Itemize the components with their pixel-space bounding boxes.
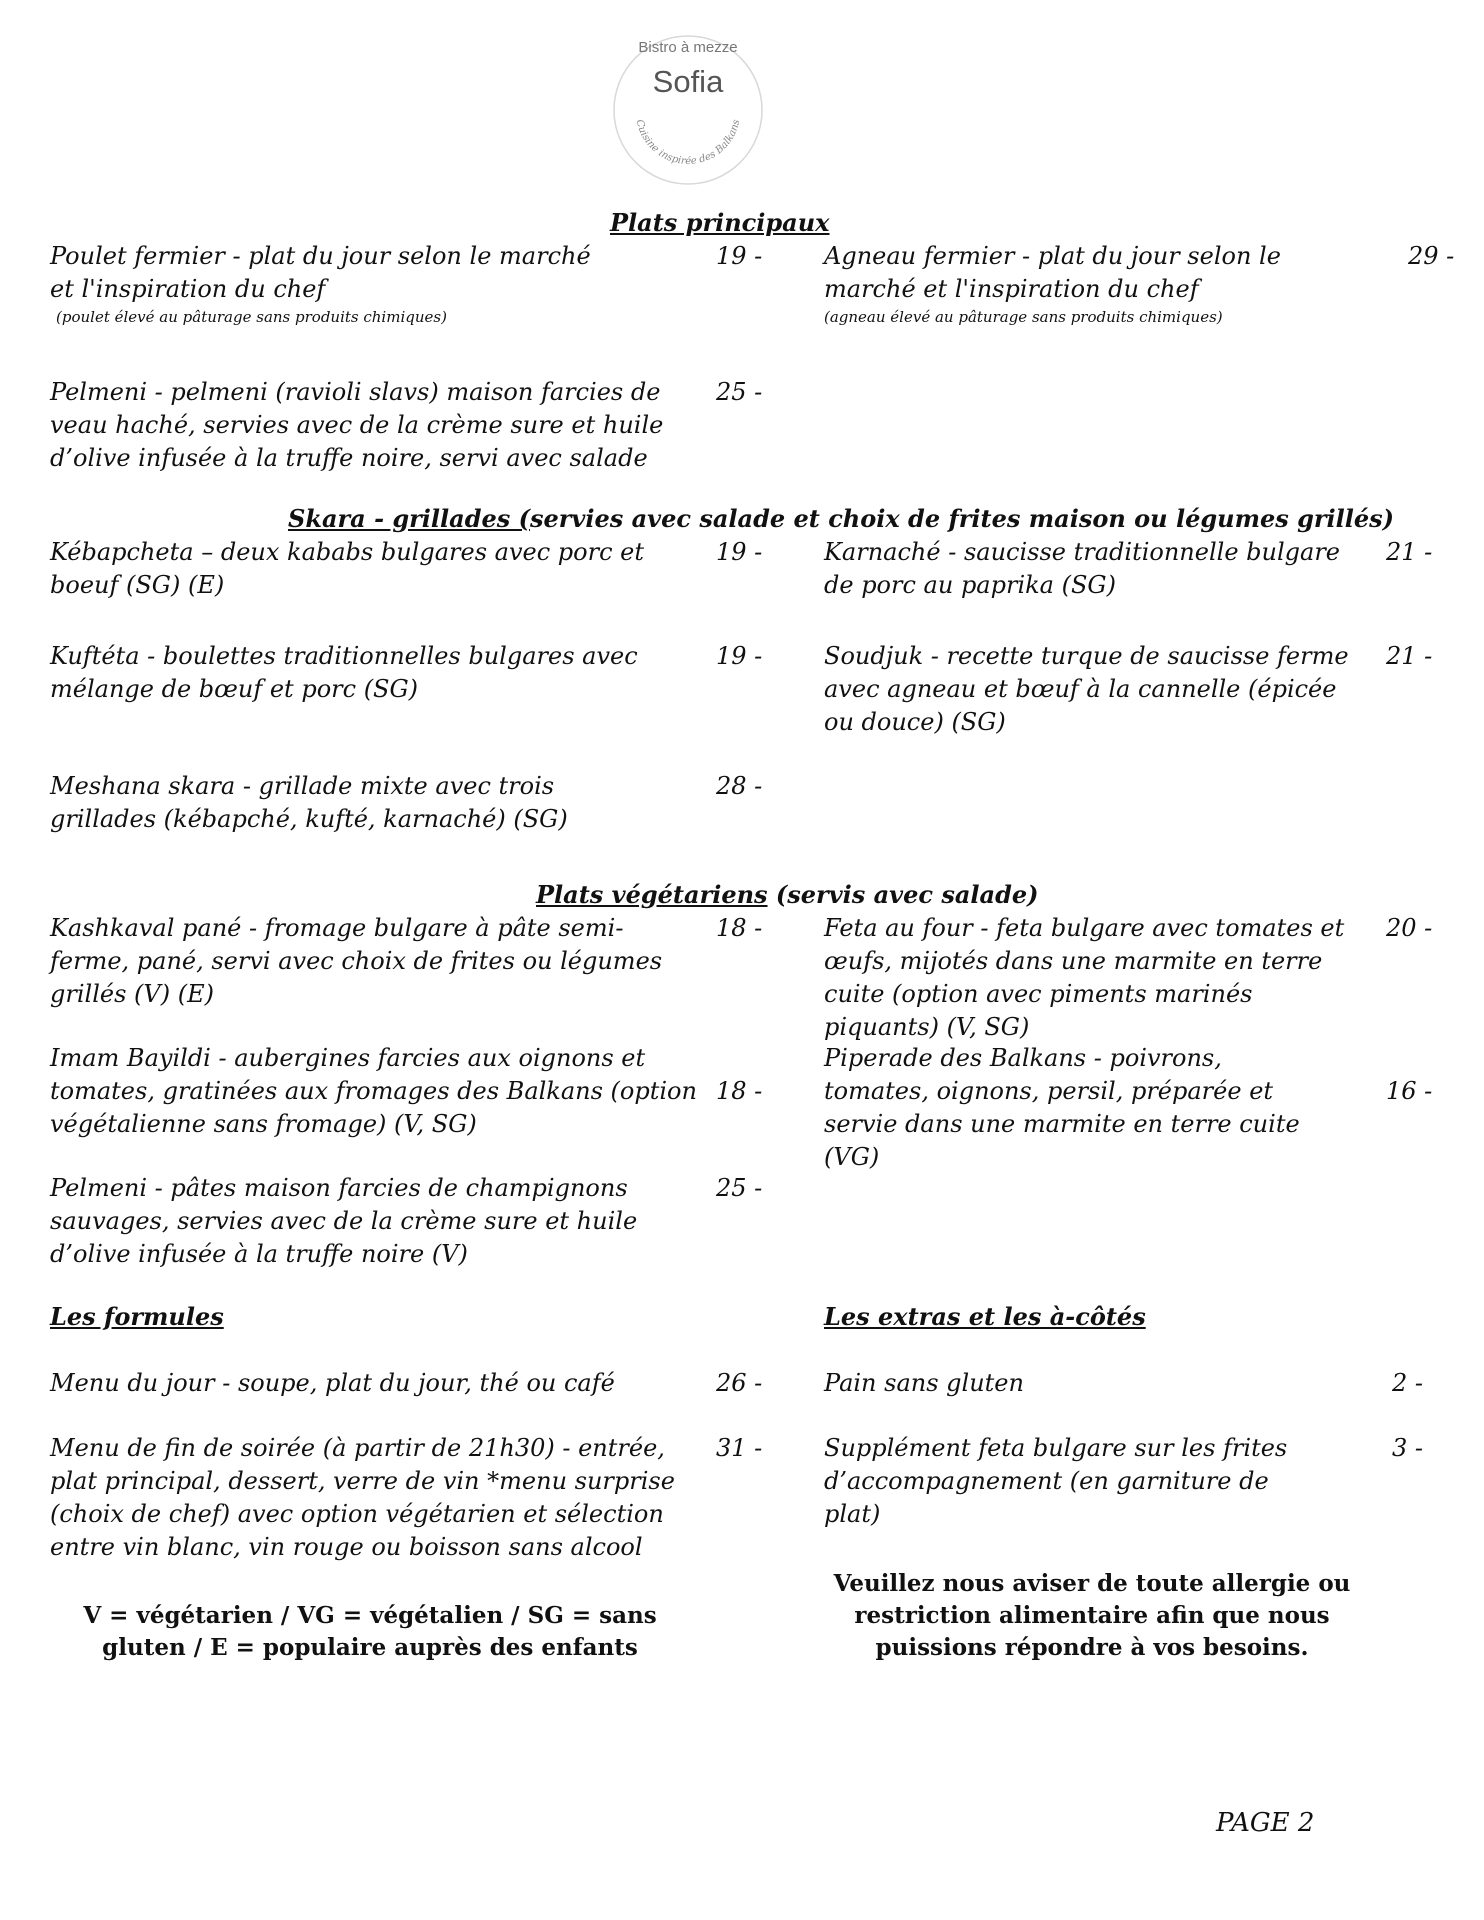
menu-item-karnache-price: 21 - (1386, 538, 1433, 566)
menu-item-kufteta-price: 19 - (716, 642, 763, 670)
section-title-vegetariens-underlined: Plats végétariens (536, 880, 768, 909)
section-title-formules: Les formules (50, 1302, 224, 1331)
menu-item-soudjuk-desc: Soudjuk - recette turque de saucisse ferme avec agneau et bœuf à la cannelle (épicée ou douce) (SG) (824, 642, 1349, 736)
menu-item-soudjuk-price: 21 - (1386, 642, 1433, 670)
menu-item-kashkaval-desc: Kashkaval pané - fromage bulgare à pâte semi-ferme, pané, servi avec choix de frites ou légumes grillés (V) (E) (50, 914, 663, 1008)
menu-item-poulet-price: 19 - (716, 242, 763, 270)
menu-item-piperade-price: 16 - (1386, 1077, 1433, 1105)
menu-item-kebapcheta-price: 19 - (716, 538, 763, 566)
allergy-note: Veuillez nous aviser de toute allergie ou restriction alimentaire afin que nous puissions répondre à vos besoins. (833, 1570, 1351, 1661)
menu-item-agneau-note: (agneau élevé au pâturage sans produits chimiques) (824, 308, 1223, 326)
section-title-vegetariens-rest: (servis avec salade) (767, 880, 1039, 909)
sofia-logo (612, 34, 764, 186)
menu-item-pelmeni-desc: Pelmeni - pelmeni (ravioli slavs) maison farcies de veau haché, servies avec de la crème sure et huile d’olive infusée à la truffe noire, servi avec salade (50, 378, 664, 472)
logo-name: Sofia (652, 64, 724, 99)
dietary-legend: V = végétarien / VG = végétalien / SG = sans gluten / E = populaire auprès des enfants (83, 1602, 657, 1661)
menu-item-feta-four-price: 20 - (1386, 914, 1433, 942)
menu-item-poulet-note: (poulet élevé au pâturage sans produits chimiques) (56, 308, 447, 326)
menu-item-pelmeni-veg-price: 25 - (716, 1174, 763, 1202)
menu-item-fin-soiree-price: 31 - (716, 1434, 763, 1462)
logo-arc-text: Cuisine inspirée des Balkans (633, 118, 743, 168)
menu-item-imam-desc: Imam Bayildi - aubergines farcies aux oignons et tomates, gratinées aux fromages des Balkans (option végétalienne sans fromage) (V, SG) (50, 1044, 697, 1138)
menu-item-kufteta-desc: Kuftéta - boulettes traditionnelles bulgares avec mélange de bœuf et porc (SG) (50, 642, 638, 703)
section-title-skara (288, 504, 1394, 534)
section-title-extras: Les extras et les à-côtés (824, 1302, 1146, 1331)
menu-item-feta-four-desc: Feta au four - feta bulgare avec tomates et œufs, mijotés dans une marmite en terre cuite (option avec piments marinés piquants) (V, SG) (824, 914, 1345, 1041)
section-title-skara-underlined: Skara - grillades ( (288, 504, 530, 533)
menu-item-karnache-desc: Karnaché - saucisse traditionnelle bulgare de porc au paprika (SG) (824, 538, 1340, 599)
menu-item-agneau-price: 29 - (1408, 242, 1455, 270)
menu-item-imam-price: 18 - (716, 1077, 763, 1105)
section-title-plats-principaux: Plats principaux (610, 208, 830, 237)
logo-top-text: Bistro à mezze (638, 39, 738, 56)
menu-item-pelmeni-veg-desc: Pelmeni - pâtes maison farcies de champignons sauvages, servies avec de la crème sure et huile d’olive infusée à la truffe noire (V) (50, 1174, 638, 1268)
page-number: PAGE 2 (1216, 1808, 1315, 1838)
menu-item-pain-price: 2 - (1392, 1369, 1424, 1397)
menu-item-poulet-desc: Poulet fermier - plat du jour selon le marché et l'inspiration du chef (50, 242, 591, 303)
menu-item-menu-du-jour-desc: Menu du jour - soupe, plat du jour, thé ou café (50, 1369, 615, 1397)
menu-item-pain-desc: Pain sans gluten (824, 1369, 1024, 1397)
menu-item-kebapcheta-desc: Kébapcheta – deux kababs bulgares avec porc et boeuf (SG) (E) (50, 538, 644, 599)
menu-item-meshana-price: 28 - (716, 772, 763, 800)
menu-item-piperade-desc: Piperade des Balkans - poivrons, tomates, oignons, persil, préparée et servie dans une marmite en terre cuite (VG) (824, 1044, 1300, 1171)
menu-item-agneau-desc: Agneau fermier - plat du jour selon le marché et l'inspiration du chef (824, 242, 1281, 303)
menu-item-supplement-feta-price: 3 - (1392, 1434, 1424, 1462)
menu-item-supplement-feta-desc: Supplément feta bulgare sur les frites d’accompagnement (en garniture de plat) (824, 1434, 1288, 1528)
menu-item-fin-soiree-desc: Menu de fin de soirée (à partir de 21h30) - entrée, plat principal, dessert, verre de vin *menu surprise (choix de chef) avec option végétarien et sélection entre vin blanc, vin rouge ou boisson sans alcool (50, 1434, 675, 1561)
section-title-skara-rest: servies avec salade et choix de frites maison ou légumes grillés) (529, 504, 1395, 533)
menu-item-menu-du-jour-price: 26 - (716, 1369, 763, 1397)
menu-item-kashkaval-price: 18 - (716, 914, 763, 942)
menu-item-pelmeni-price: 25 - (716, 378, 763, 406)
menu-item-meshana-desc: Meshana skara - grillade mixte avec trois grillades (kébapché, kufté, karnaché) (SG) (50, 772, 568, 833)
section-title-vegetariens (536, 880, 1039, 910)
